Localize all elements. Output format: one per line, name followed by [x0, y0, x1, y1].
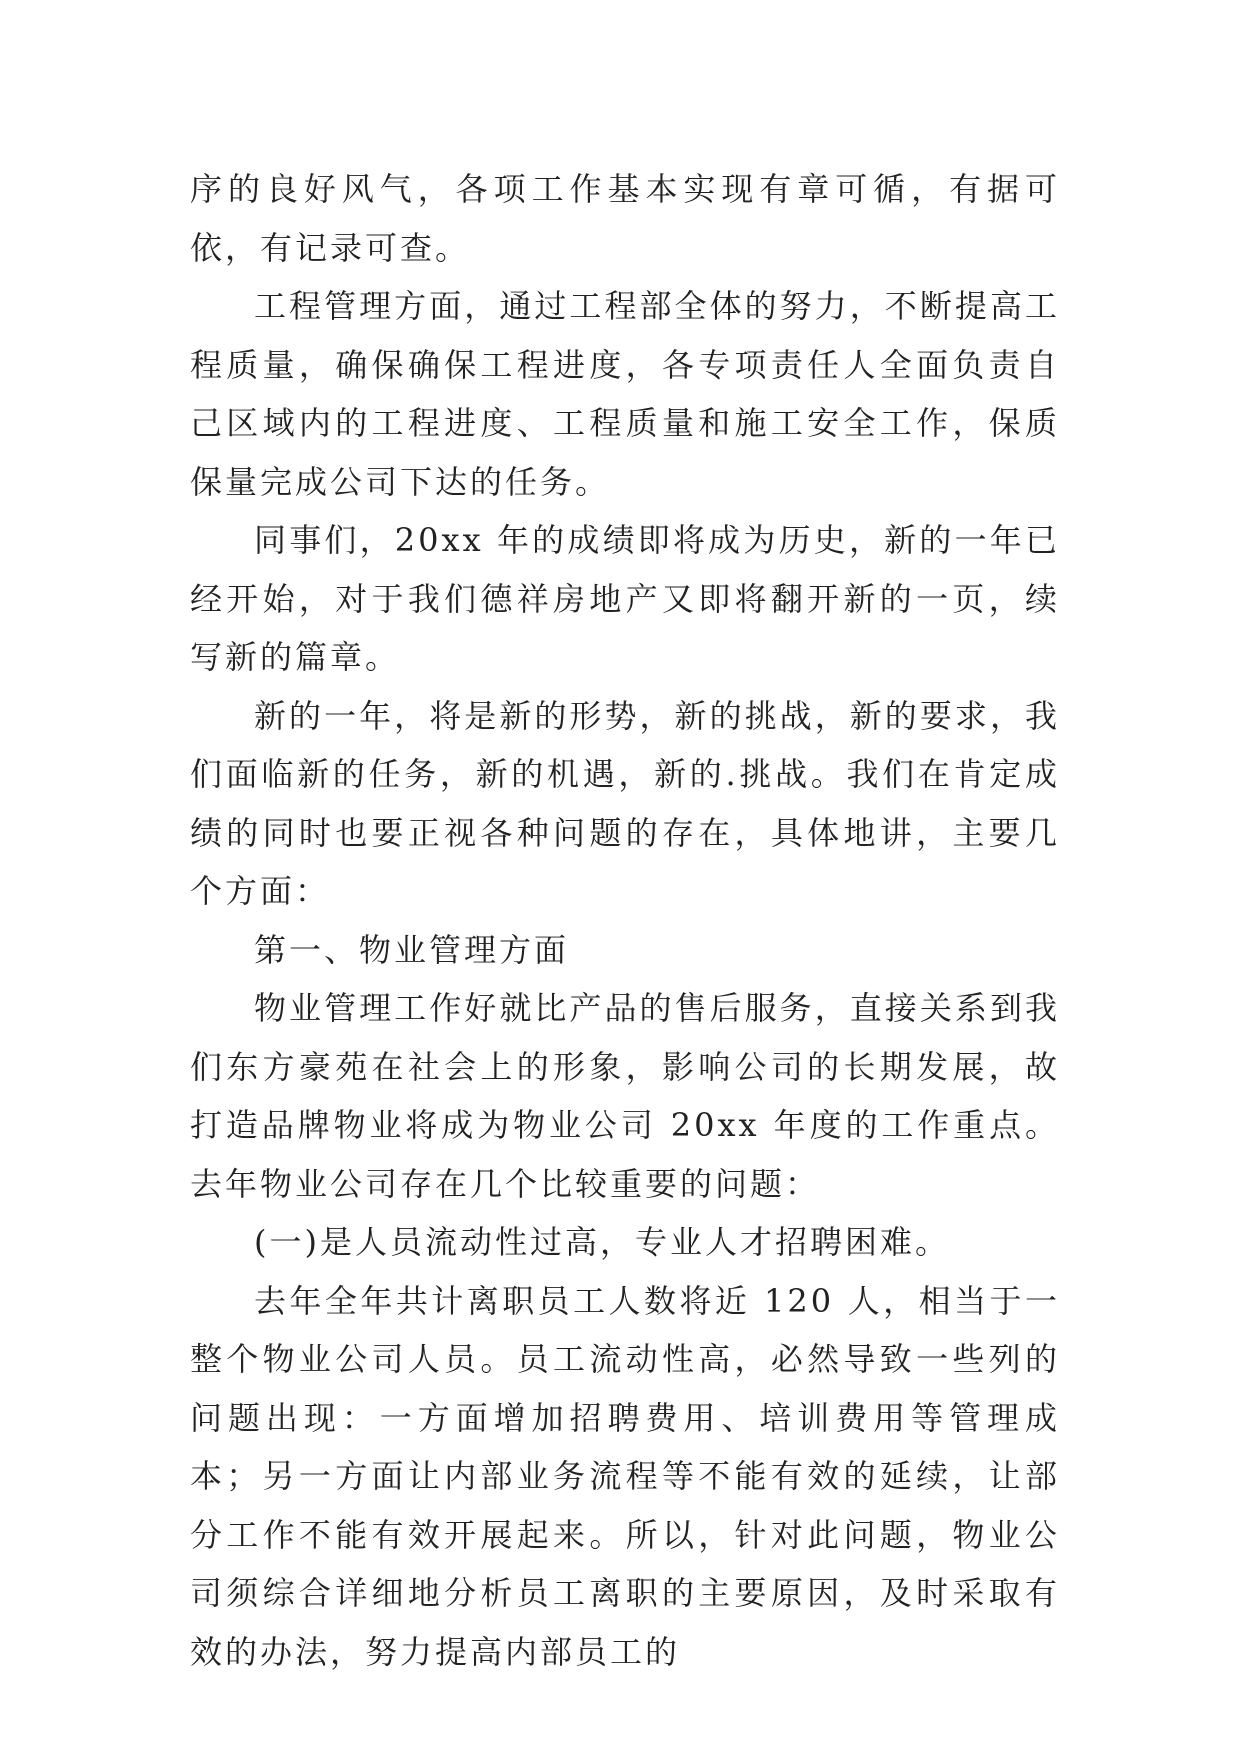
paragraph-engineering-management: 工程管理方面，通过工程部全体的努力，不断提高工程质量，确保确保工程进度，各专项责任人全面负责自己区域内的工程进度、工程质量和施工安全工作，保质保量完成公司下达的任务。: [190, 287, 1060, 501]
section-heading-property-management: 第一、物业管理方面: [254, 930, 570, 969]
paragraph-colleagues: 同事们，20xx 年的成绩即将成为历史，新的一年已经开始，对于我们德祥房地产又即将翻开新的一页，续写新的篇章。: [190, 521, 1060, 676]
paragraph-property-management: 物业管理工作好就比产品的售后服务，直接关系到我们东方豪苑在社会上的形象，影响公司的长期发展，故打造品牌物业将成为物业公司 20xx 年度的工作重点。去年物业公司存在几个比较重要的问题：: [190, 989, 1060, 1203]
paragraph-new-year: 新的一年，将是新的形势，新的挑战，新的要求，我们面临新的任务，新的机遇，新的.挑战。我们在肯定成绩的同时也要正视各种问题的存在，具体地讲，主要几个方面：: [190, 696, 1060, 910]
subheading-staff-turnover: (一)是人员流动性过高，专业人才招聘困难。: [254, 1223, 950, 1261]
paragraph-staff-turnover: 去年全年共计离职员工人数将近 120 人，相当于一整个物业公司人员。员工流动性高，必然导致一些列的问题出现：一方面增加招聘费用、培训费用等管理成本；另一方面让内部业务流程等不能有效的延续，让部分工作不能有效开展起来。所以，针对此问题，物业公司须综合详细地分析员工离职的主要原因，及时采取有效的办法，努力提高内部员工的: [190, 1281, 1060, 1671]
document-body: [190, 160, 1060, 1681]
paragraph-continued: 序的良好风气，各项工作基本实现有章可循，有据可依，有记录可查。: [190, 170, 1060, 267]
